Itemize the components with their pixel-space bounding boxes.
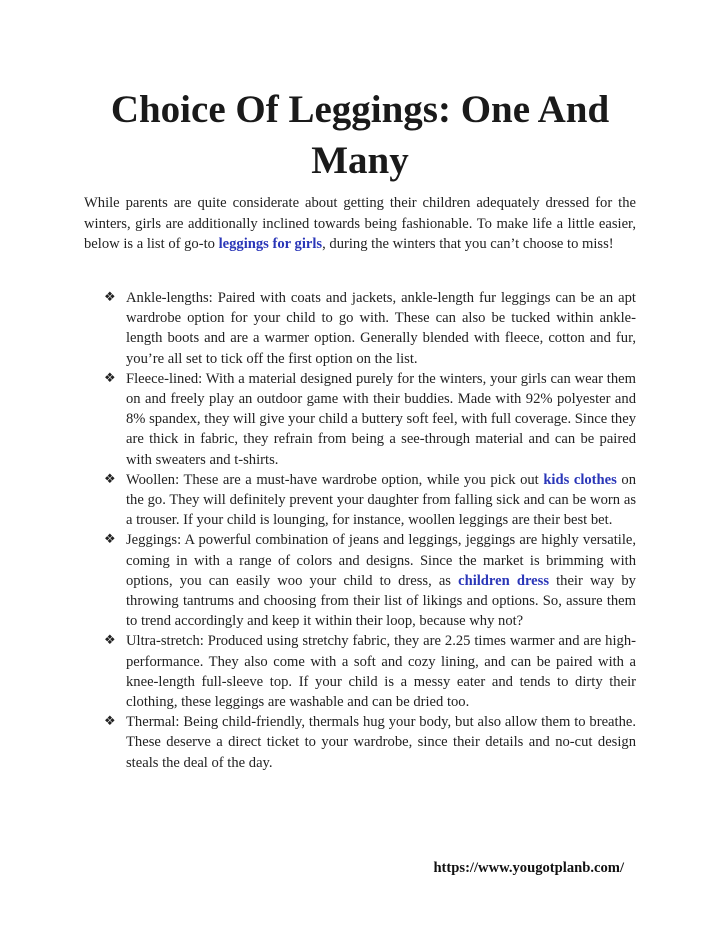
- list-item: [104, 631, 636, 712]
- list-item: [104, 712, 636, 773]
- list-item: [104, 530, 636, 631]
- intro-text-after: , during the winters that you can’t choose to miss!: [322, 236, 614, 252]
- diamond-bullet-icon: ❖: [104, 714, 116, 730]
- leggings-list: [104, 288, 636, 773]
- intro-text-before: While parents are quite considerate about getting their children adequately dressed for the winters, girls are additionally inclined towards being fashionable. To make life a little easier, below is a list of go-to: [84, 195, 636, 252]
- children-dress-link[interactable]: children dress: [458, 572, 549, 589]
- item-text-before: Woollen: These are a must-have wardrobe option, while you pick out: [126, 471, 544, 488]
- item-text-after: their way by throwing tantrums and choosing from their list of likings and options. So, assure them to trend accordingly and keep it within their loop, because why not?: [126, 572, 636, 630]
- page-title: Choice Of Leggings: One And Many: [110, 88, 610, 182]
- kids-clothes-link[interactable]: kids clothes: [543, 471, 617, 488]
- item-text-before: Jeggings: A powerful combination of jeans and leggings, jeggings are highly versatile, coming in with a range of colors and designs. Since the market is brimming with options, you can easily woo your child to dress, as: [126, 532, 636, 589]
- list-item: [104, 470, 636, 531]
- item-text: Ankle-lengths: Paired with coats and jackets, ankle-length fur leggings can be an apt wardrobe option for your child to go with. These can also be tucked within ankle-length boots and are a warmer option. Generally blended with fleece, cotton and fur, you’re all set to tick off the first option on the list.: [126, 290, 636, 367]
- diamond-bullet-icon: ❖: [104, 290, 116, 305]
- diamond-bullet-icon: ❖: [104, 471, 116, 487]
- item-text: Fleece-lined: With a material designed purely for the winters, your girls can wear them on and freely play an outdoor game with their buddies. Made with 92% polyester and 8% spandex, they will give your child a buttery soft feel, with full coverage. Since they are thick in fabric, they refrain from being a see-through material and can be paired with sweaters and t-shirts.: [126, 370, 636, 468]
- footer-website-url[interactable]: https://www.yougotplanb.com/: [433, 860, 624, 876]
- item-text: Ultra-stretch: Produced using stretchy fabric, they are 2.25 times warmer and are high-performance. They also come with a soft and cozy lining, and can be paired with a knee-length full-sleeve top. If your child is a messy eater and tends to dirty their clothing, these leggings are washable and can be dried too.: [126, 633, 636, 711]
- diamond-bullet-icon: ❖: [104, 370, 116, 386]
- list-item: [104, 288, 636, 369]
- intro-paragraph: [84, 193, 636, 255]
- item-text-after: on the go. They will definitely prevent your daughter from falling sick and can be worn as a trouser. If your child is lounging, for instance, woollen leggings are their best bet.: [126, 471, 637, 529]
- item-text: Thermal: Being child-friendly, thermals hug your body, but also allow them to breathe. These deserve a direct ticket to your wardrobe, since their details and no-cut design steals the deal of the day.: [126, 714, 636, 771]
- diamond-bullet-icon: ❖: [104, 633, 116, 649]
- diamond-bullet-icon: ❖: [104, 532, 116, 548]
- list-item: [104, 369, 636, 470]
- leggings-for-girls-link[interactable]: leggings for girls: [218, 236, 323, 252]
